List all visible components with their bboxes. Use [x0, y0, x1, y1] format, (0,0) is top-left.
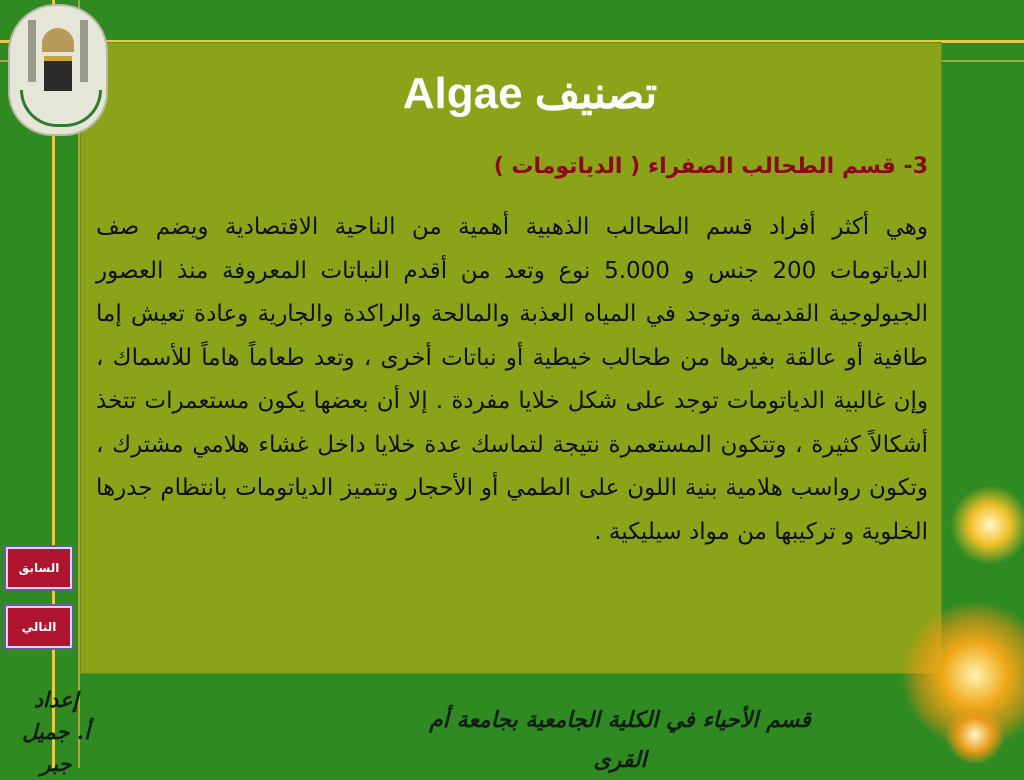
previous-button[interactable]: السابق	[4, 545, 74, 591]
flower-decoration	[945, 705, 1005, 765]
author-name: أ. جميل جبر	[22, 719, 90, 776]
slide-subtitle: 3- قسم الطحالب الصفراء ( الدياتومات )	[493, 154, 928, 179]
author-label: إعداد	[33, 687, 79, 712]
author-credit	[8, 684, 104, 780]
department-banner: قسم الأحياء في الكلية الجامعية بجامعة أم القرى	[429, 707, 811, 773]
flower-decoration	[950, 485, 1024, 565]
university-logo-icon	[8, 4, 108, 136]
slide-title: تصنيف Algae	[402, 69, 658, 118]
slide-body-text: وهي أكثر أفراد قسم الطحالب الذهبية أهمية من الناحية الاقتصادية ويضم صف الدياتومات 200 جنس و 5.000 نوع وتعد من أقدم النباتات المعروفة منذ العصور الجيولوجية القديمة وتوجد في المياه العذبة والمالحة والراكدة والجارية وعادة تعيش إما طافية أو عالقة بغيرها من طحالب خيطية أو نباتات أخرى ، وتعد طعاماً هاماً للأسماك ، وإن غالبية الدياتومات توجد على شكل خلايا مفردة . إلا أن بعضها يكون مستعمرات تتخذ أشكالاً كثيرة ، وتتكون المستعمرة نتيجة لتماسك عدة خلايا داخل غشاء هلامي مشترك ، وتكون رواسب هلامية بنية اللون على الطمي أو الأحجار وتتميز الدياتومات بانتظام جدرها الخلوية و تركيبها من مواد سيليكية .	[96, 214, 928, 545]
next-button[interactable]: التالي	[4, 604, 74, 650]
